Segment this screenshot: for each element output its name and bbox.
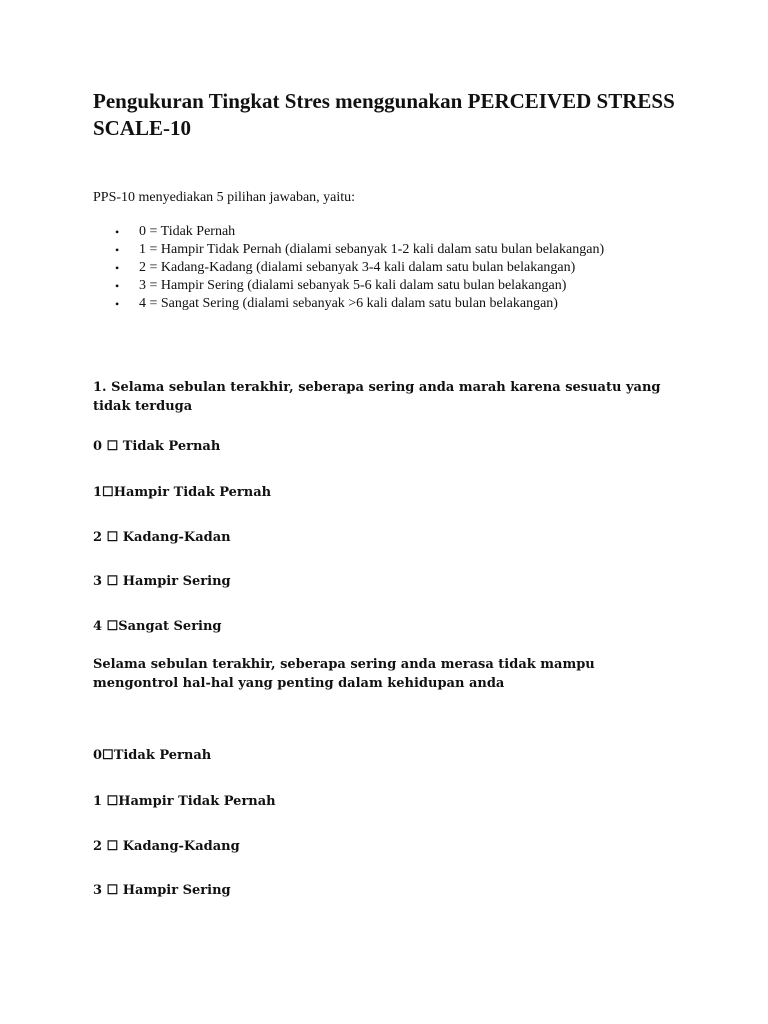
q1-option-3[interactable]: 3 ☐ Hampir Sering	[93, 574, 231, 589]
legend-item: • 2 = Kadang-Kadang (dialami sebanyak 3-4 kali dalam satu bulan belakangan)	[115, 260, 576, 275]
legend-item: • 0 = Tidak Pernah	[115, 224, 236, 239]
answer-legend-list	[93, 223, 604, 313]
bullet-icon: •	[115, 279, 120, 293]
bullet-icon: •	[115, 225, 120, 239]
q1-option-4[interactable]: 4 ☐Sangat Sering	[93, 619, 222, 634]
question-1-text: 1. Selama sebulan terakhir, seberapa sering anda marah karena sesuatu yang tidak terduga	[93, 380, 661, 414]
q2-option-1[interactable]: 1 ☐Hampir Tidak Pernah	[93, 794, 276, 809]
q2-option-3[interactable]: 3 ☐ Hampir Sering	[93, 883, 231, 898]
legend-item: • 3 = Hampir Sering (dialami sebanyak 5-6 kali dalam satu bulan belakangan)	[115, 278, 567, 293]
legend-item: • 1 = Hampir Tidak Pernah (dialami sebanyak 1-2 kali dalam satu bulan belakangan)	[115, 242, 605, 257]
q1-option-1[interactable]: 1☐Hampir Tidak Pernah	[93, 485, 272, 500]
q1-option-2[interactable]: 2 ☐ Kadang-Kadan	[93, 530, 231, 545]
intro-text: PPS-10 menyediakan 5 pilihan jawaban, yaitu:	[93, 190, 356, 205]
bullet-icon: •	[115, 261, 120, 275]
legend-item: • 4 = Sangat Sering (dialami sebanyak >6 kali dalam satu bulan belakangan)	[115, 296, 558, 311]
q1-option-0[interactable]: 0 ☐ Tidak Pernah	[93, 439, 221, 454]
bullet-icon: •	[115, 243, 120, 257]
q2-option-2[interactable]: 2 ☐ Kadang-Kadang	[93, 839, 240, 854]
document-title: Pengukuran Tingkat Stres menggunakan PERCEIVED STRESS SCALE-10	[93, 89, 675, 140]
q2-option-0[interactable]: 0☐Tidak Pernah	[93, 748, 212, 763]
question-2-text: Selama sebulan terakhir, seberapa sering anda merasa tidak mampu mengontrol hal-hal yang penting dalam kehidupan anda	[93, 657, 595, 691]
bullet-icon: •	[115, 297, 120, 311]
